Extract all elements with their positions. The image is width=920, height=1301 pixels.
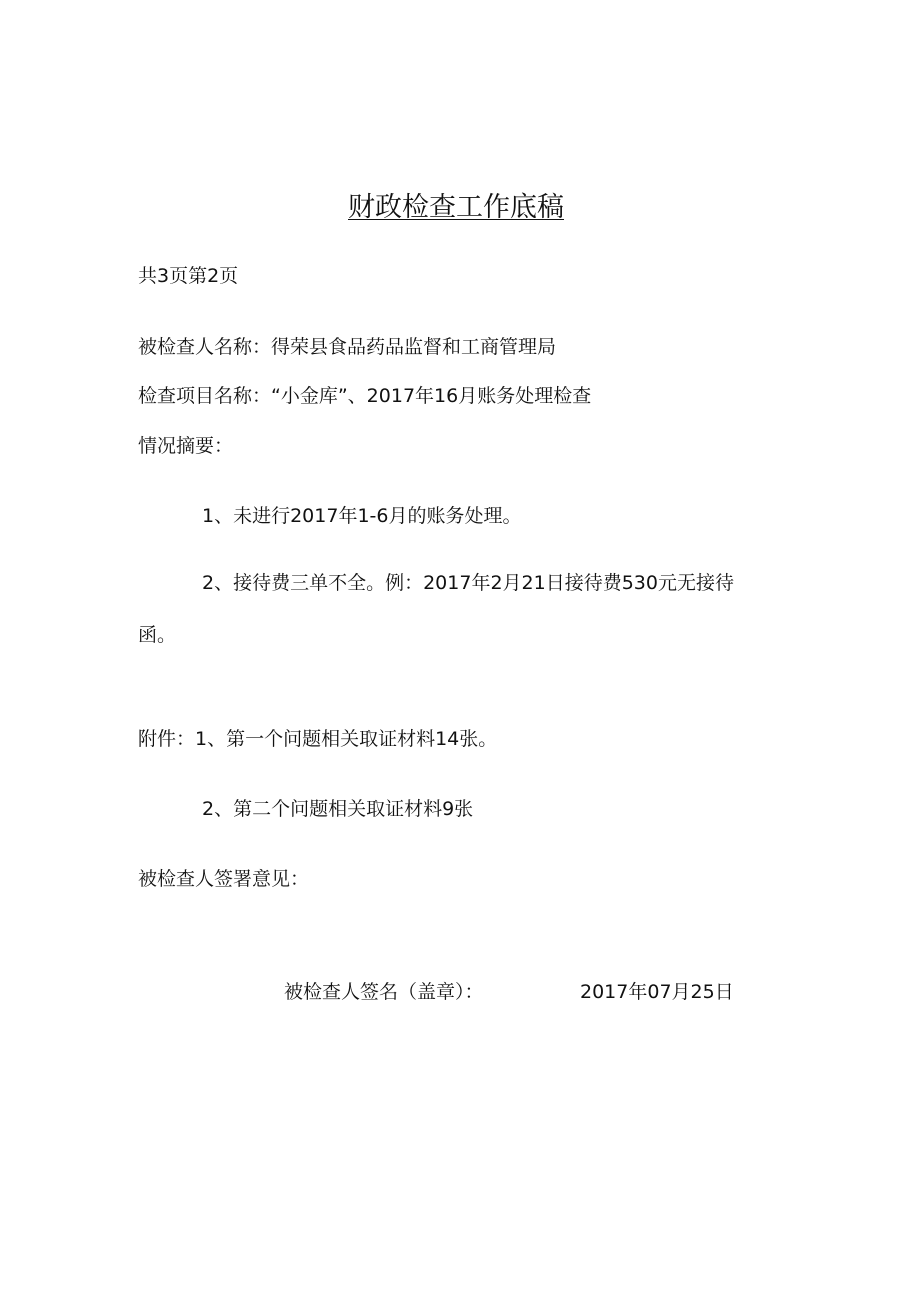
attachment-item-2: 2、第二个问题相关取证材料9张 — [202, 798, 474, 820]
signature-date: 2017年07月25日 — [580, 981, 734, 1003]
opinion-label: 被检查人签署意见： — [138, 868, 310, 890]
document-title-text: 财政检查工作底稿 — [348, 192, 564, 223]
summary-item-2-line-1: 2、接待费三单不全。例：2017年2月21日接待费530元无接待 — [202, 572, 734, 594]
summary-item-2-line-2: 函。 — [138, 624, 177, 646]
summary-label: 情况摘要： — [138, 435, 234, 457]
signature-label: 被检查人签名（盖章）： — [284, 981, 484, 1003]
document-title — [0, 190, 912, 226]
attachment-item-1: 附件：1、第一个问题相关取证材料14张。 — [138, 728, 498, 750]
inspected-party: 被检查人名称：得荣县食品药品监督和工商管理局 — [138, 336, 557, 358]
page-info: 共3页第2页 — [138, 265, 239, 287]
summary-item-1: 1、未进行2017年1-6月的账务处理。 — [202, 505, 522, 527]
project-name: 检查项目名称：“小金库”、2017年16月账务处理检查 — [138, 385, 592, 407]
